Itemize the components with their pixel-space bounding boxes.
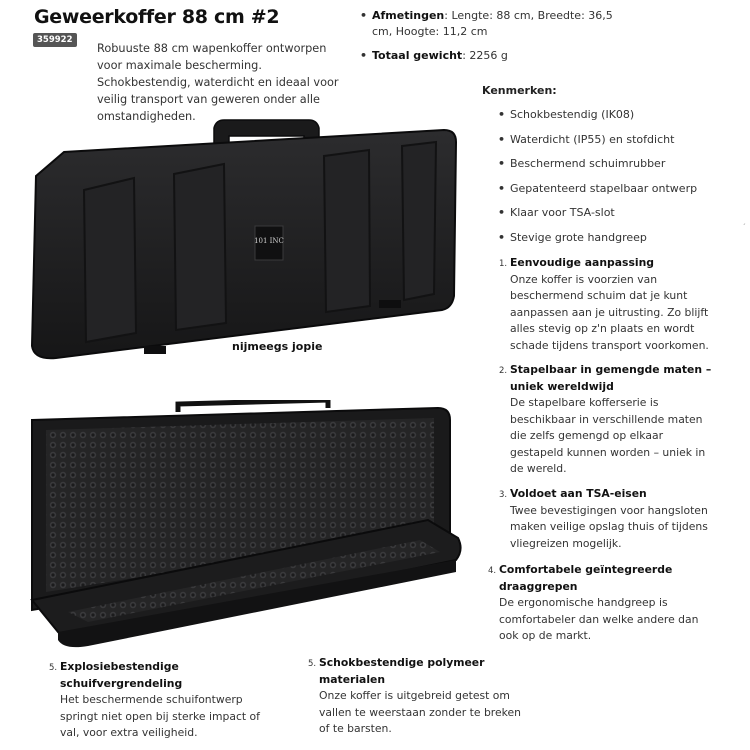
detail-body: Onze koffer is uitgebreid getest om vallen te weerstaan zonder te breken of te barsten. bbox=[319, 689, 521, 735]
feature-item: • Beschermend schuimrubber bbox=[498, 156, 738, 181]
product-title: Geweerkoffer 88 cm #2 bbox=[34, 6, 280, 28]
detail-body: Het beschermende schuifontwerp springt niet open bij sterke impact of val, voor extra veiligheid. bbox=[60, 693, 260, 739]
detail-body: Onze koffer is voorzien van beschermend schuim dat je kunt aanpassen aan je uitrusting. Zo blijft alles stevig op z'n plaats en wordt schade tijdens transport voorkomen. bbox=[510, 272, 709, 352]
detail-1 bbox=[499, 255, 720, 354]
detail-heading: Stapelbaar in gemengde maten – uniek wereldwijd bbox=[510, 363, 712, 393]
detail-heading: Comfortabele geïntegreerde draaggrepen bbox=[499, 563, 673, 593]
detail-number: 4. bbox=[488, 566, 497, 576]
logo-text: 101 INC bbox=[254, 237, 284, 245]
feature-item: • Gepatenteerd stapelbaar ontwerp bbox=[498, 181, 738, 206]
detail-number: 3. bbox=[499, 490, 508, 500]
detail-4 bbox=[488, 562, 711, 645]
feature-item: • Klaar voor TSA-slot bbox=[498, 205, 738, 230]
feature-list bbox=[498, 107, 738, 254]
detail-heading: Explosiebestendige schuifvergrendeling bbox=[60, 660, 183, 690]
closed-case-image bbox=[24, 118, 464, 363]
detail-5a bbox=[49, 659, 272, 742]
margin-mark: ´ bbox=[742, 223, 746, 232]
detail-number: 1. bbox=[499, 259, 508, 269]
detail-heading: Voldoet aan TSA-eisen bbox=[510, 487, 647, 500]
detail-body: Twee bevestigingen voor hangsloten maken veilige opslag thuis of tijdens vliegreizen mogelijk. bbox=[510, 503, 708, 550]
detail-number: 5. bbox=[49, 663, 58, 673]
detail-number: 2. bbox=[499, 366, 508, 376]
image-caption: nijmeegs jopie bbox=[232, 340, 323, 353]
detail-body: De stapelbare kofferserie is beschikbaar in verschillende maten die zelfs gemengd op elkaar gestapeld kunnen worden – uniek in de wereld. bbox=[510, 396, 706, 475]
features-title: Kenmerken: bbox=[482, 84, 557, 97]
open-case-image bbox=[28, 400, 468, 650]
sku-badge: 359922 bbox=[33, 33, 77, 47]
spec-list bbox=[358, 8, 628, 72]
feature-item: • Waterdicht (IP55) en stofdicht bbox=[498, 132, 738, 157]
spec-dimensions: • Afmetingen: Lengte: 88 cm, Breedte: 36,5 cm, Hoogte: 11,2 cm bbox=[358, 8, 628, 40]
product-intro: Robuuste 88 cm wapenkoffer ontworpen voor maximale bescherming. Schokbestendig, waterdicht en ideaal voor veilig transport van geweren onder alle omstandigheden. bbox=[97, 42, 339, 123]
detail-2 bbox=[499, 362, 716, 478]
spec-weight: • Totaal gewicht: 2256 g bbox=[358, 48, 628, 64]
detail-5b bbox=[308, 655, 531, 738]
detail-heading: Schokbestendige polymeer materialen bbox=[319, 656, 485, 686]
feature-item: • Schokbestendig (IK08) bbox=[498, 107, 738, 132]
detail-heading: Eenvoudige aanpassing bbox=[510, 256, 655, 269]
detail-body: De ergonomische handgreep is comfortabeler dan welke andere dan ook op de markt. bbox=[499, 596, 699, 642]
feature-item: • Stevige grote handgreep bbox=[498, 230, 738, 255]
detail-number: 5. bbox=[308, 659, 317, 669]
detail-3 bbox=[499, 486, 720, 552]
